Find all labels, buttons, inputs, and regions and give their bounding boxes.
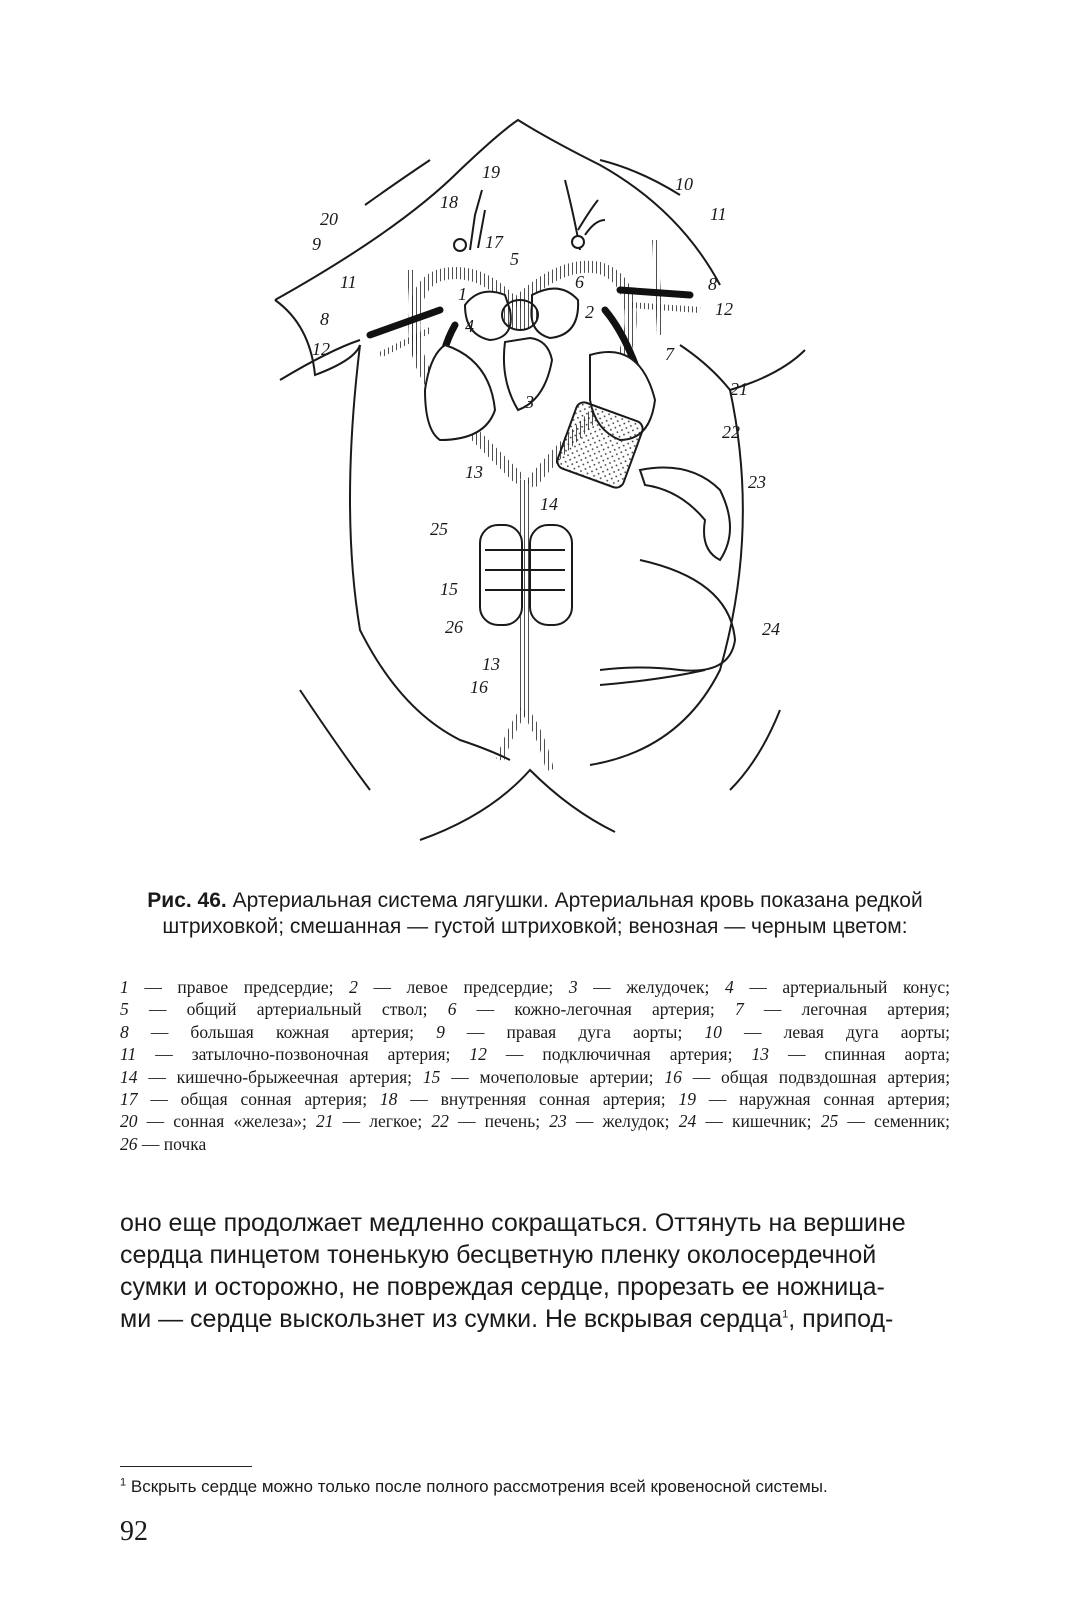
legend-item: 19 — наружная сонная артерия; xyxy=(678,1089,951,1110)
label-24: 24 xyxy=(762,619,780,639)
body-line: оно еще продолжает медленно сокращаться. Оттянуть на вершине xyxy=(120,1209,906,1237)
label-12-right: 12 xyxy=(715,299,733,319)
label-13-bottom: 13 xyxy=(482,654,500,674)
legend-item: 9 — правая дуга аорты; xyxy=(436,1021,683,1042)
legend-item: 18 — внутренняя сонная артерия; xyxy=(379,1089,666,1110)
label-26: 26 xyxy=(445,617,463,637)
footnote xyxy=(120,1476,950,1498)
legend-item: 11 — затылочно-позвоночная артерия; xyxy=(120,1044,451,1065)
legend-item: 3 — желудочек; xyxy=(568,977,710,997)
legend-item: 2 — левое предсердие; xyxy=(349,977,554,997)
body-line: ми — сердце выскользнет из сумки. Не вскрывая сердца$^1$, припод- xyxy=(120,1305,894,1333)
legend-item: 8 — большая кожная артерия; xyxy=(120,1021,414,1042)
label-18: 18 xyxy=(440,192,458,212)
legend-item: 17 — общая сонная артерия; xyxy=(120,1089,368,1110)
label-7: 7 xyxy=(665,344,674,364)
footnote-text: Вскрыть сердце можно только после полного рассмотрения всей кровеносной системы. xyxy=(130,1477,828,1496)
label-21: 21 xyxy=(730,379,748,399)
label-16: 16 xyxy=(470,677,488,697)
legend-item: 12 — подключичная артерия; xyxy=(469,1044,733,1065)
body-paragraph xyxy=(120,1207,950,1335)
page-number: 92 xyxy=(120,1516,148,1547)
legend-item: 13 — спинная аорта; xyxy=(751,1044,951,1065)
legend-item: 7 — легочная артерия; xyxy=(734,999,951,1020)
legend-item: 14 — кишечно-брыжеечная артерия; xyxy=(120,1066,413,1087)
frog-arterial-diagram xyxy=(260,110,820,850)
footnote-divider xyxy=(120,1466,252,1467)
label-5: 5 xyxy=(510,249,519,269)
label-22: 22 xyxy=(722,422,740,442)
label-10: 10 xyxy=(675,174,693,194)
label-19: 19 xyxy=(482,162,500,182)
label-2: 2 xyxy=(585,302,594,322)
figure-caption xyxy=(120,888,950,940)
label-9: 9 xyxy=(312,234,321,254)
label-15: 15 xyxy=(440,579,458,599)
legend-item: 20 — сонная «железа»; xyxy=(120,1111,307,1132)
legend-item: 15 — мочеполовые артерии; xyxy=(422,1066,654,1087)
label-1: 1 xyxy=(458,284,467,304)
legend-item: 22 — печень; xyxy=(431,1111,541,1132)
label-11-right: 11 xyxy=(710,204,727,224)
label-11-left: 11 xyxy=(340,272,357,292)
label-8-left: 8 xyxy=(320,309,329,329)
legend-item: 1 — правое предсердие; xyxy=(120,977,334,997)
legend-item: 6 — кожно-легочная артерия; xyxy=(447,999,715,1020)
legend-item: 21 — легкое; xyxy=(316,1111,423,1132)
label-23: 23 xyxy=(748,472,766,492)
body-line: сердца пинцетом тоненькую бесцветную пленку околосердечной xyxy=(120,1241,877,1269)
stomach-intestine xyxy=(600,468,735,686)
label-20: 20 xyxy=(320,209,338,229)
legend-item: 26 — почка xyxy=(120,1133,207,1154)
footnote-mark: 1 xyxy=(120,1476,127,1489)
legend-item: 16 — общая подвздошная артерия; xyxy=(664,1066,951,1087)
caption-text: Артериальная система лягушки. Артериальная кровь показана редкой штриховкой; смешанная — густой штриховкой; венозная — черным цветом: xyxy=(162,889,923,938)
legend-item: 4 — артериальный конус; xyxy=(724,977,951,997)
label-3: 3 xyxy=(525,392,534,412)
label-25: 25 xyxy=(430,519,448,539)
label-13-top: 13 xyxy=(465,462,483,482)
legend-item: 23 — желудок; xyxy=(549,1111,670,1132)
legend-item: 5 — общий артериальный ствол; xyxy=(120,999,428,1020)
label-8-right: 8 xyxy=(708,274,717,294)
legend-item: 24 — кишечник; xyxy=(678,1111,812,1132)
footnote-reference: 1 xyxy=(782,1308,789,1321)
label-14: 14 xyxy=(540,494,558,514)
label-12-left: 12 xyxy=(312,339,330,359)
caption-title: Рис. 46. xyxy=(147,889,227,912)
label-6: 6 xyxy=(575,272,584,292)
label-4: 4 xyxy=(465,316,474,336)
figure-legend xyxy=(120,976,950,1155)
body-line: сумки и осторожно, не повреждая сердце, прорезать ее ножница- xyxy=(120,1273,885,1301)
legend-item: 10 — левая дуга аорты; xyxy=(704,1021,951,1042)
legend-item: 25 — семенник; xyxy=(820,1111,951,1132)
diagram-svg xyxy=(260,110,820,850)
label-17: 17 xyxy=(485,232,503,252)
carotid-branches xyxy=(454,180,605,251)
